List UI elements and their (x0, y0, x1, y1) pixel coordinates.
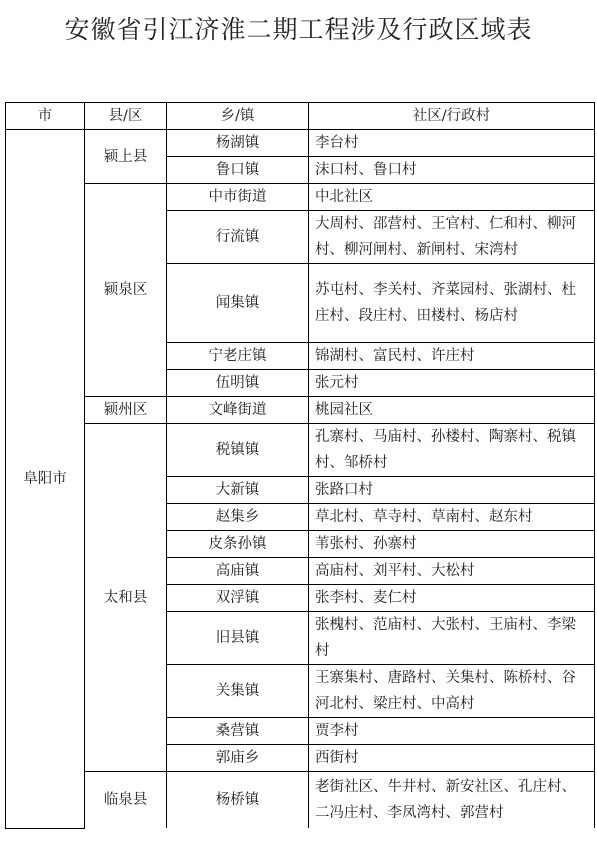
town-cell: 中市街道 (167, 184, 309, 211)
villages-cell: 锦湖村、富民村、许庄村 (309, 343, 595, 370)
villages-cell: 老街社区、牛井村、新安社区、孔庄村、二冯庄村、李凤湾村、郭营村 (309, 772, 595, 829)
town-cell: 文峰街道 (167, 397, 309, 424)
town-cell: 郭庙乡 (167, 745, 309, 772)
county-cell: 太和县 (85, 424, 167, 772)
county-cell: 临泉县 (85, 772, 167, 829)
villages-cell: 张路口村 (309, 477, 595, 504)
villages-cell: 大周村、邵营村、王官村、仁和村、柳河村、柳河闸村、新闸村、宋湾村 (309, 211, 595, 264)
town-cell: 高庙镇 (167, 558, 309, 585)
header-village: 社区/行政村 (309, 103, 595, 130)
county-cell: 颍上县 (85, 130, 167, 184)
villages-cell: 西街村 (309, 745, 595, 772)
county-cell: 颍州区 (85, 397, 167, 424)
town-cell: 杨湖镇 (167, 130, 309, 157)
table-row (6, 130, 595, 157)
header-row (6, 103, 595, 130)
table-row (6, 772, 595, 829)
table-row (6, 397, 595, 424)
city-cell: 阜阳市 (6, 130, 85, 829)
town-cell: 赵集乡 (167, 504, 309, 531)
town-cell: 闻集镇 (167, 264, 309, 343)
town-cell: 伍明镇 (167, 370, 309, 397)
villages-cell: 张李村、麦仁村 (309, 585, 595, 612)
town-cell: 杨桥镇 (167, 772, 309, 829)
villages-cell: 高庙村、刘平村、大松村 (309, 558, 595, 585)
villages-cell: 中北社区 (309, 184, 595, 211)
town-cell: 桑营镇 (167, 718, 309, 745)
town-cell: 旧县镇 (167, 612, 309, 665)
villages-cell: 桃园社区 (309, 397, 595, 424)
villages-cell: 孔寨村、马庙村、孙楼村、陶寨村、税镇村、邹桥村 (309, 424, 595, 477)
town-cell: 关集镇 (167, 665, 309, 718)
town-cell: 行流镇 (167, 211, 309, 264)
town-cell: 大新镇 (167, 477, 309, 504)
region-table (5, 102, 595, 829)
villages-cell: 张元村 (309, 370, 595, 397)
town-cell: 皮条孙镇 (167, 531, 309, 558)
page-title: 安徽省引江济淮二期工程涉及行政区域表 (64, 15, 533, 44)
villages-cell: 王寨集村、唐路村、关集村、陈桥村、谷河北村、梁庄村、中高村 (309, 665, 595, 718)
town-cell: 鲁口镇 (167, 157, 309, 184)
header-town: 乡/镇 (167, 103, 309, 130)
villages-cell: 张槐村、范庙村、大张村、王庙村、李梁村 (309, 612, 595, 665)
town-cell: 宁老庄镇 (167, 343, 309, 370)
header-county: 县/区 (85, 103, 167, 130)
villages-cell: 苏屯村、李关村、齐菜园村、张湖村、杜庄村、段庄村、田楼村、杨店村 (309, 264, 595, 343)
villages-cell: 沫口村、鲁口村 (309, 157, 595, 184)
table-row (6, 424, 595, 477)
town-cell: 税镇镇 (167, 424, 309, 477)
county-cell: 颍泉区 (85, 184, 167, 397)
villages-cell: 苇张村、孙寨村 (309, 531, 595, 558)
header-city: 市 (6, 103, 85, 130)
villages-cell: 草北村、草寺村、草南村、赵东村 (309, 504, 595, 531)
villages-cell: 贾李村 (309, 718, 595, 745)
villages-cell: 李台村 (309, 130, 595, 157)
table-row (6, 184, 595, 211)
town-cell: 双浮镇 (167, 585, 309, 612)
